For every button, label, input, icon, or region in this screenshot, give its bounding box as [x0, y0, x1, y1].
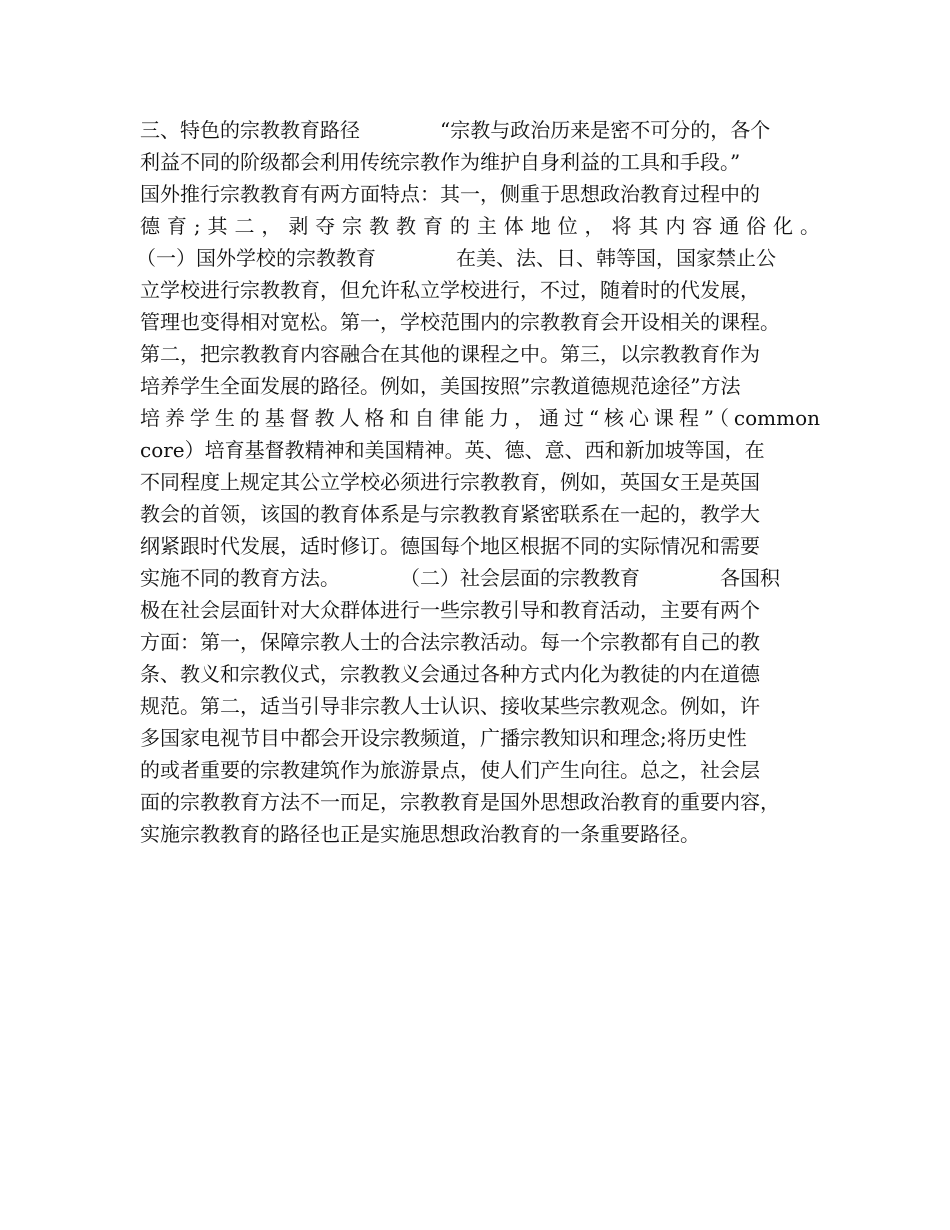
text-line: 规范。第二，适当引导非宗教人士认识、接收某些宗教观念。例如，许 [140, 694, 760, 718]
text-line: 面的宗教教育方法不一而足，宗教教育是国外思想政治教育的重要内容， [140, 790, 780, 814]
text-line: 第二，把宗教教育内容融合在其他的课程之中。第三，以宗教教育作为 [140, 342, 760, 366]
text-line: core）培育基督教精神和美国精神。英、德、意、西和新加坡等国，在 [140, 438, 765, 462]
text-line: 条、教义和宗教仪式，宗教教义会通过各种方式内化为教徒的内在道德 [140, 662, 760, 686]
text-line: 国外推行宗教教育有两方面特点：其一，侧重于思想政治教育过程中的 [140, 182, 760, 206]
text-line: 不同程度上规定其公立学校必须进行宗教教育，例如，英国女王是英国 [140, 470, 760, 494]
text-line: 实施不同的教育方法。 （二）社会层面的宗教教育 各国积 [140, 566, 780, 590]
text-line: 的或者重要的宗教建筑作为旅游景点，使人们产生向往。总之，社会层 [140, 758, 760, 782]
text-line: 德育;其二，剥夺宗教教育的主体地位，将其内容通俗化。 [140, 214, 820, 238]
text-line: 纲紧跟时代发展，适时修订。德国每个地区根据不同的实际情况和需要 [140, 534, 760, 558]
text-line: 方面：第一，保障宗教人士的合法宗教活动。每一个宗教都有自己的教 [140, 630, 760, 654]
text-line: 三、特色的宗教教育路径 “宗教与政治历来是密不可分的，各个 [140, 118, 771, 142]
text-line: 培养学生全面发展的路径。例如，美国按照”宗教道德规范途径”方法 [140, 374, 741, 398]
text-line: 教会的首领，该国的教育体系是与宗教教育紧密联系在一起的，教学大 [140, 502, 760, 526]
text-line: （一）国外学校的宗教教育 在美、法、日、韩等国，国家禁止公 [136, 246, 776, 270]
text-line: 培养学生的基督教人格和自律能力，通过“核心课程”（common [140, 406, 820, 430]
text-line: 实施宗教教育的路径也正是实施思想政治教育的一条重要路径。 [140, 822, 700, 846]
text-line: 管理也变得相对宽松。第一，学校范围内的宗教教育会开设相关的课程。 [140, 310, 780, 334]
text-line: 多国家电视节目中都会开设宗教频道，广播宗教知识和理念;将历史性 [140, 726, 747, 750]
text-line: 利益不同的阶级都会利用传统宗教作为维护自身利益的工具和手段。” [140, 150, 741, 174]
text-line: 极在社会层面针对大众群体进行一些宗教引导和教育活动，主要有两个 [140, 598, 760, 622]
text-line: 立学校进行宗教教育，但允许私立学校进行，不过，随着时的代发展， [140, 278, 760, 302]
